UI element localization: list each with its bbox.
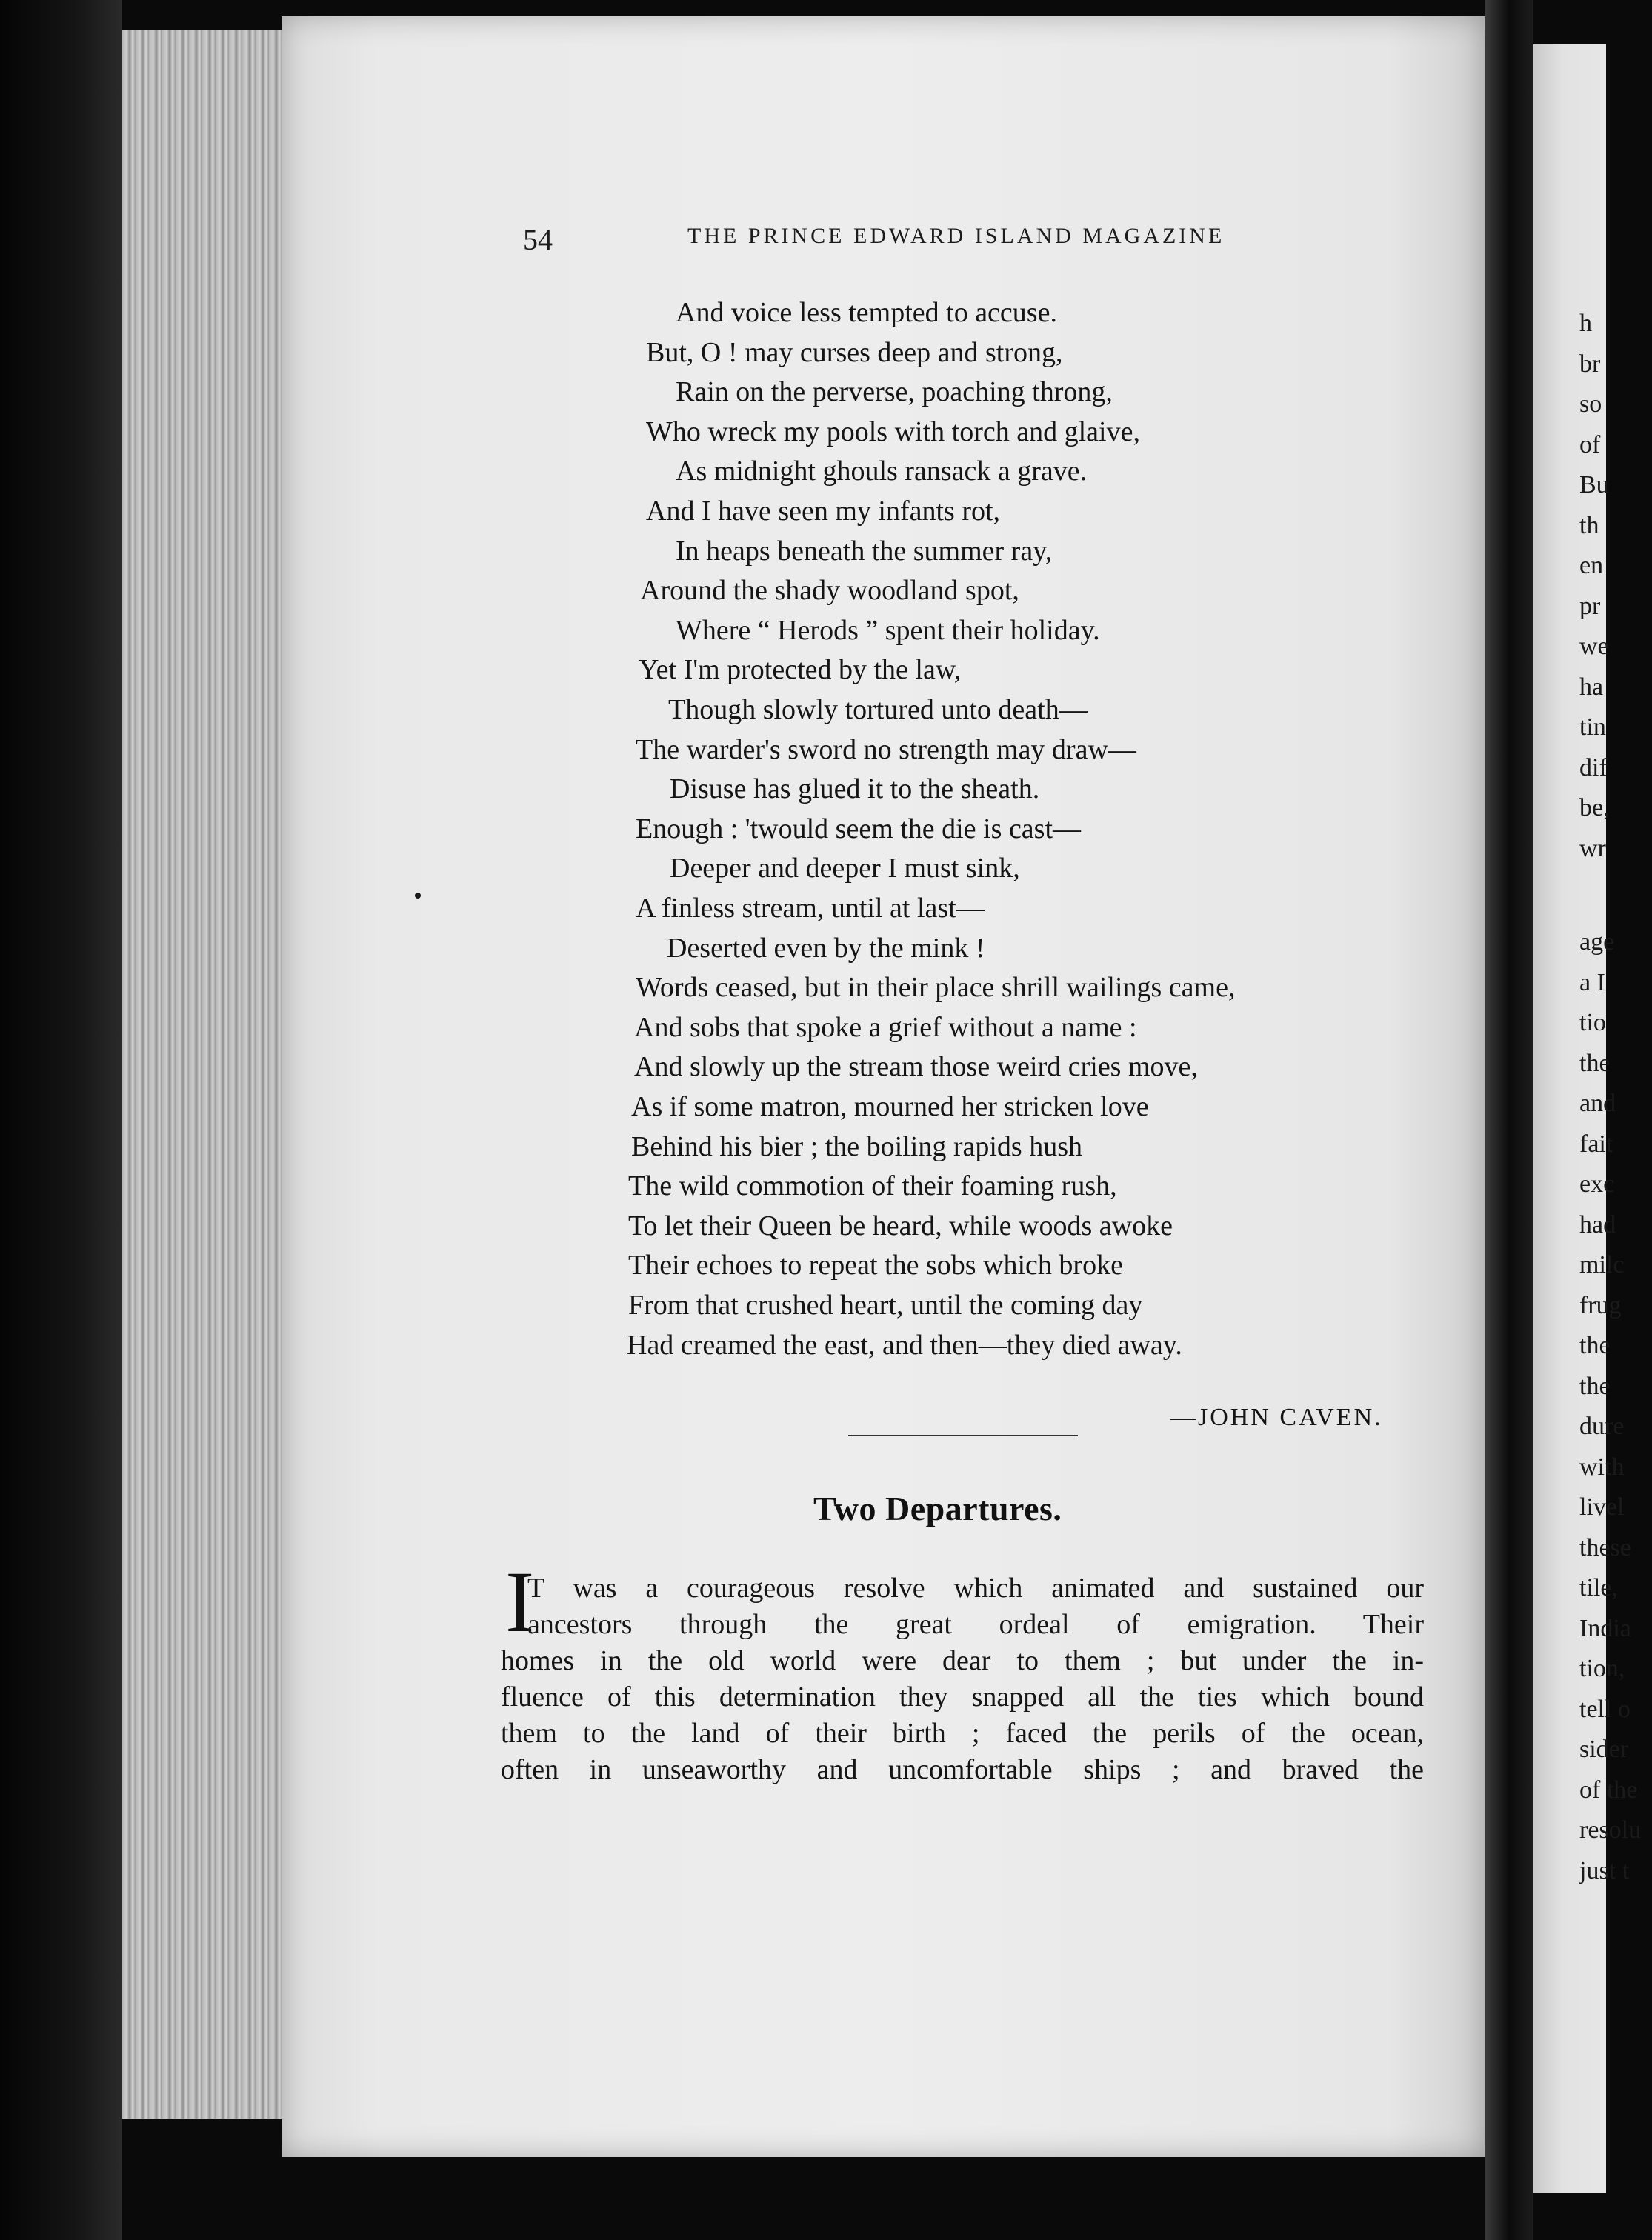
facing-page-fragment: tin <box>1579 713 1606 741</box>
scan-speck <box>415 893 421 899</box>
poem-line: And voice less tempted to accuse. <box>676 297 1057 328</box>
facing-page-fragment: of the <box>1579 1776 1638 1804</box>
page-number: 54 <box>523 223 553 256</box>
poem-line: The warder's sword no strength may draw— <box>636 733 1136 765</box>
facing-page-fragment: exc <box>1579 1170 1615 1198</box>
facing-page-fragment: pr <box>1579 592 1601 620</box>
facing-page-fragment: with <box>1579 1453 1625 1481</box>
facing-page-fragment: Bu <box>1579 471 1609 499</box>
facing-page-fragment: dif <box>1579 753 1608 781</box>
poem-signature: —JOHN CAVEN. <box>1170 1404 1383 1431</box>
facing-page-fragment: be, <box>1579 794 1610 821</box>
poem-line: Their echoes to repeat the sobs which broke <box>628 1250 1123 1281</box>
divider-rule <box>848 1435 1078 1436</box>
poem-line: Deeper and deeper I must sink, <box>670 853 1020 884</box>
article-line: fluence of this determination they snapped all the ties which bound <box>501 1681 1424 1713</box>
poem-line: And I have seen my infants rot, <box>646 496 1001 527</box>
drop-cap: I <box>505 1553 535 1650</box>
facing-page-fragment: tell o <box>1579 1695 1631 1723</box>
poem-line: As if some matron, mourned her stricken love <box>631 1091 1149 1122</box>
poem-line: In heaps beneath the summer ray, <box>676 535 1053 567</box>
facing-page-fragment: br <box>1579 350 1601 378</box>
poem-line: As midnight ghouls ransack a grave. <box>676 456 1088 487</box>
facing-page-fragment: the <box>1579 1049 1611 1077</box>
facing-page-fragment: we <box>1579 633 1609 660</box>
facing-page-fragment: tio <box>1579 1009 1606 1036</box>
poem-line: Though slowly tortured unto death— <box>668 694 1088 725</box>
poem-line: To let their Queen be heard, while woods awoke <box>628 1210 1173 1241</box>
poem-line: Behind his bier ; the boiling rapids hush <box>631 1130 1083 1162</box>
facing-page-fragment: a I <box>1579 968 1605 996</box>
facing-page-fragment: sider <box>1579 1736 1629 1763</box>
article-line: T was a courageous resolve which animated and sustained our <box>527 1573 1424 1604</box>
poem-line: And sobs that spoke a grief without a name : <box>634 1011 1137 1043</box>
scanner-background <box>0 0 122 2240</box>
poem-line: Where “ Herods ” spent their holiday. <box>676 614 1100 646</box>
facing-page-fragment: tile, <box>1579 1574 1618 1601</box>
facing-page-fragment: h <box>1579 310 1592 337</box>
facing-page-fragment: age <box>1579 928 1615 956</box>
facing-page-fragment: livel <box>1579 1493 1625 1521</box>
facing-page-fragment: had <box>1579 1210 1616 1239</box>
article-line: them to the land of their birth ; faced the perils of the ocean, <box>501 1718 1424 1749</box>
poem-line: The wild commotion of their foaming rush, <box>628 1170 1117 1202</box>
poem-line: Around the shady woodland spot, <box>640 575 1019 607</box>
running-head: THE PRINCE EDWARD ISLAND MAGAZINE <box>687 224 1225 248</box>
poem-line: Yet I'm protected by the law, <box>639 654 962 686</box>
facing-page-fragment: and <box>1579 1090 1616 1117</box>
poem-line: Had creamed the east, and then—they died away. <box>627 1329 1182 1361</box>
facing-page <box>1533 44 1642 2193</box>
article-line: often in unseaworthy and uncomfortable ships ; and braved the <box>501 1754 1424 1785</box>
facing-page-fragment: dure <box>1579 1413 1625 1440</box>
facing-page-fragment: ha <box>1579 673 1604 701</box>
facing-page-fragment: fait <box>1579 1130 1613 1158</box>
book-gutter <box>1485 0 1533 2240</box>
facing-page-fragment: the <box>1579 1332 1611 1359</box>
poem-line: Words ceased, but in their place shrill wailings came, <box>636 972 1236 1004</box>
article-line: homes in the old world were dear to them ; but under the in- <box>501 1645 1424 1676</box>
poem-line: Rain on the perverse, poaching throng, <box>676 376 1113 408</box>
facing-page-fragment: India <box>1579 1614 1631 1642</box>
facing-page-fragment: th <box>1579 511 1599 539</box>
facing-page-fragment: tion, <box>1579 1655 1625 1682</box>
facing-page-fragment: the <box>1579 1372 1611 1400</box>
facing-page-fragment: en <box>1579 552 1604 579</box>
poem-line: From that crushed heart, until the coming day <box>628 1290 1143 1321</box>
facing-page-fragment: milc <box>1579 1251 1625 1279</box>
facing-page-fragment: just t <box>1579 1856 1630 1884</box>
poem-line: And slowly up the stream those weird cries move, <box>634 1051 1198 1083</box>
poem-line: Deserted even by the mink ! <box>667 932 985 964</box>
facing-page-fragment: wr <box>1579 834 1606 862</box>
facing-page-fragment: resolu <box>1579 1816 1642 1844</box>
poem-line: Disuse has glued it to the sheath. <box>670 773 1040 805</box>
facing-page-fragment: of <box>1579 430 1601 459</box>
article-line: ancestors through the great ordeal of emigration. Their <box>527 1609 1424 1640</box>
facing-page-fragment: frug <box>1579 1291 1622 1319</box>
article-title: Two Departures. <box>813 1490 1062 1527</box>
poem-line: But, O ! may curses deep and strong, <box>646 336 1063 368</box>
poem-line: Enough : 'twould seem the die is cast— <box>636 813 1082 844</box>
facing-page-fragment: so <box>1579 390 1602 418</box>
poem-line: Who wreck my pools with torch and glaive, <box>646 416 1140 447</box>
page-edges <box>122 30 284 2119</box>
poem-line: A finless stream, until at last— <box>636 893 985 924</box>
facing-page-fragment: these <box>1579 1533 1631 1561</box>
